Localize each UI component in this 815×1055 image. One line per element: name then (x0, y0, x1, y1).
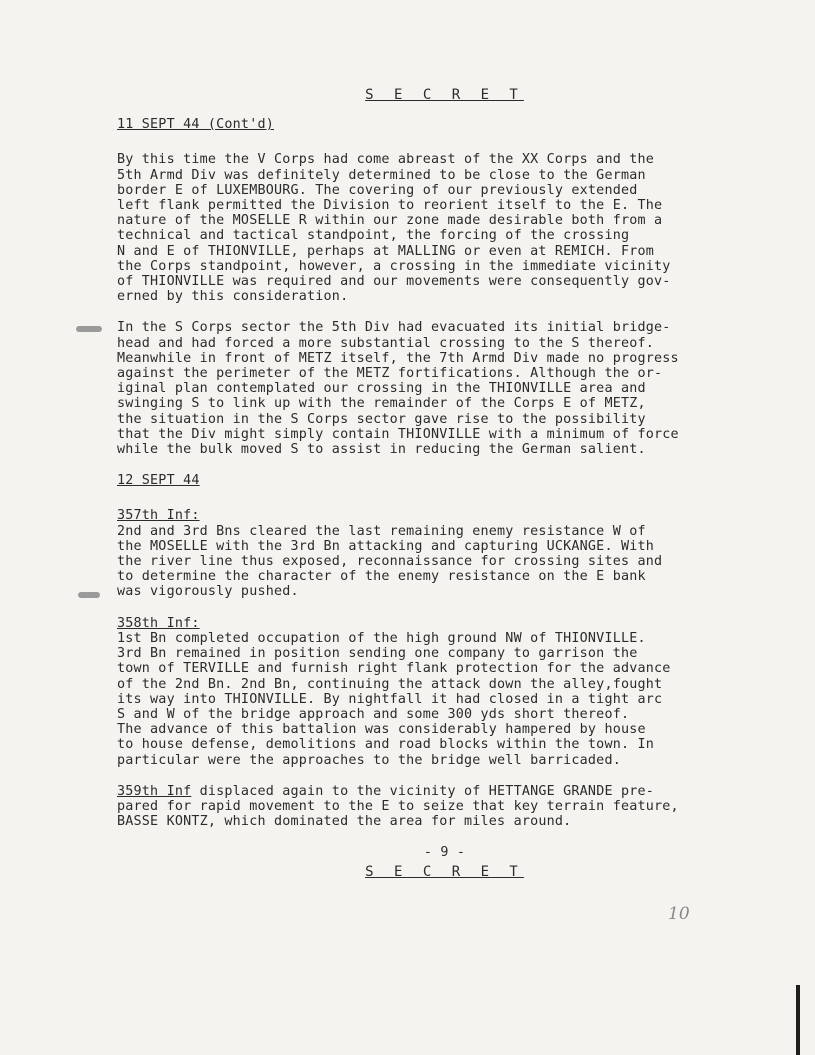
section-date-heading: 11 SEPT 44 (Cont'd) (117, 117, 274, 133)
unit-text: displaced again to the vicinity of HETTANGE GRANDE pre- pared for rapid movement to the E to seize that key terrain feature, BASSE KONTZ, which dominated the area for miles around. (117, 783, 679, 830)
classification-footer: S E C R E T (365, 863, 524, 880)
punch-hole-mark (76, 326, 102, 332)
unit-text: 2nd and 3rd Bns cleared the last remaining enemy resistance W of the MOSELLE with the 3rd Bn attacking and capturing UCKANGE. With the river line thus exposed, reconnaissance for crossing sites and to determine the character of the enemy resistance on the E bank was vigorously pushed. (117, 523, 663, 600)
body-paragraph: By this time the V Corps had come abreast of the XX Corps and the 5th Armd Div was definitely determined to be close to the German border E of LUXEMBOURG. The covering of our previously extended left flank permitted the Division to reorient itself to the E. The nature of the MOSELLE R within our zone made desirable both from a technical and tactical standpoint, the forcing of the crossing N and E of THIONVILLE, perhaps at MALLING or even at REMICH. From the Corps standpoint, however, a crossing in the immediate vicinity of THIONVILLE was required and our movements were consequently gov- erned by this consideration. (117, 152, 671, 305)
classification-header: S E C R E T (365, 87, 524, 103)
section-date-heading: 12 SEPT 44 (117, 473, 200, 489)
unit-text: 1st Bn completed occupation of the high ground NW of THIONVILLE. 3rd Bn remained in position sending one company to garrison the town of TERVILLE and furnish right flank protection for the advance of the 2nd Bn. 2nd Bn, continuing the attack down the alley,fought its way into THIONVILLE. By nightfall it had closed in a tight arc S and W of the bridge approach and some 300 yds short thereof. The advance of this battalion was considerably hampered by house to house defense, demolitions and road blocks within the town. In particular were the approaches to the bridge well barricaded. (117, 630, 671, 768)
page-edge-mark (796, 985, 800, 1055)
page-number: - 9 - (423, 845, 466, 861)
document-page (117, 88, 772, 894)
unit-entry (117, 784, 772, 830)
unit-heading: 358th Inf: (117, 615, 200, 631)
unit-heading: 359th Inf (117, 783, 192, 799)
unit-entry (117, 616, 772, 768)
handwritten-page-note: 10 (668, 904, 690, 924)
unit-entry (117, 508, 772, 599)
unit-heading: 357th Inf: (117, 508, 200, 524)
punch-hole-mark (78, 592, 100, 598)
body-paragraph: In the S Corps sector the 5th Div had evacuated its initial bridge- head and had forced a more substantial crossing to the S thereof. Meanwhile in front of METZ itself, the 7th Armd Div made no progress against the perimeter of the METZ fortifications. Although the or- iginal plan contemplated our crossing in the THIONVILLE area and swinging S to link up with the remainder of the Corps E of METZ, the situation in the S Corps sector gave rise to the possibility that the Div might simply contain THIONVILLE with a minimum of force while the bulk moved S to assist in reducing the German salient. (117, 320, 679, 458)
